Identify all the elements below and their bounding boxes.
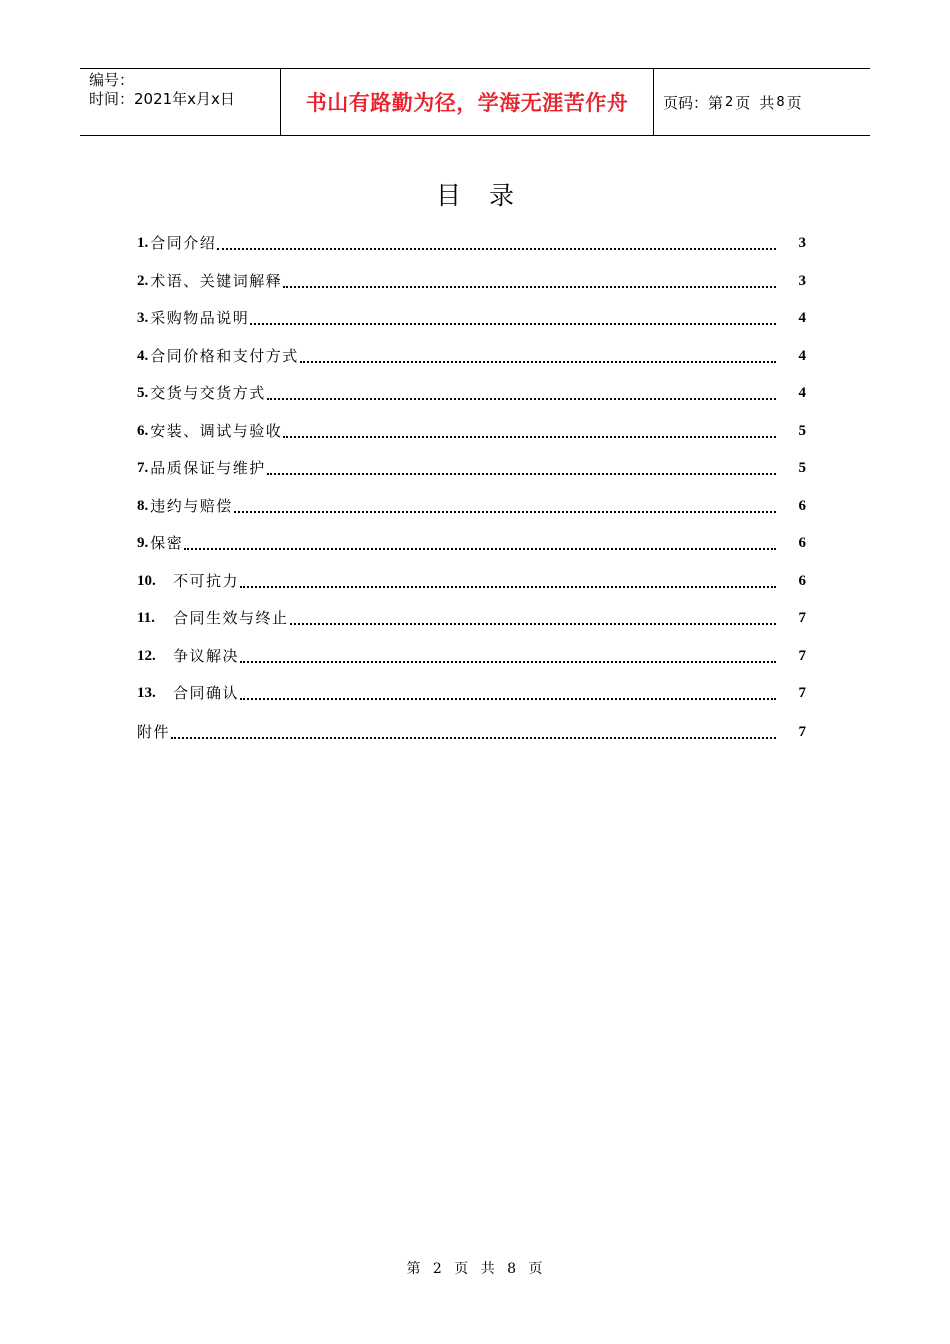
toc-entry-page: 3 xyxy=(798,235,806,251)
header-page-total-prefix: 共 xyxy=(759,93,775,112)
toc-entry[interactable] xyxy=(137,530,806,568)
toc-entry-page: 4 xyxy=(798,385,806,401)
toc-entry-page: 3 xyxy=(798,272,806,289)
toc-entry-number: 8. xyxy=(137,497,149,514)
toc-dot-leader xyxy=(250,305,776,325)
header-slogan: 书山有路勤为径，学海无涯苦作舟 xyxy=(281,69,654,135)
toc-entry-number: 7. xyxy=(137,460,149,476)
toc-dot-leader xyxy=(240,643,776,663)
header-page-current: 2 xyxy=(725,94,734,110)
toc-entry[interactable] xyxy=(137,230,806,268)
toc-entry[interactable] xyxy=(137,643,806,681)
document-number-label: 编号： xyxy=(89,71,135,89)
toc-dot-leader xyxy=(234,493,776,513)
header-page-suffix: 页 xyxy=(786,93,802,112)
document-time: 时间：2021年x月x日 xyxy=(89,90,235,108)
toc-entry-page: 4 xyxy=(798,347,806,364)
footer-current: 2 xyxy=(432,1261,443,1277)
toc-entry[interactable] xyxy=(137,680,806,718)
toc-entry-number: 1. xyxy=(137,235,149,251)
toc-dot-leader xyxy=(217,230,776,250)
toc-entry-number: 12. xyxy=(137,647,156,664)
toc-dot-leader xyxy=(171,719,776,739)
toc-entry-page: 5 xyxy=(798,422,806,439)
toc-entry-page: 6 xyxy=(798,497,806,514)
header-page-total: 8 xyxy=(776,94,785,110)
toc-entry-page: 5 xyxy=(798,460,806,476)
toc-entry-number: 10. xyxy=(137,572,156,589)
toc-entry-label: 采购物品说明 xyxy=(150,309,250,327)
toc-entry[interactable] xyxy=(137,568,806,606)
toc-entry-number: 3. xyxy=(137,310,149,326)
page-header xyxy=(80,68,870,136)
toc-dot-leader xyxy=(267,380,776,400)
toc-dot-leader xyxy=(240,568,776,588)
footer-suffix: 页 xyxy=(528,1261,544,1277)
toc-entry-number: 5. xyxy=(137,385,149,401)
toc-entry[interactable] xyxy=(137,305,806,343)
toc-entry-page: 6 xyxy=(798,572,806,589)
toc-entry-page: 7 xyxy=(798,647,806,664)
toc-entry[interactable] xyxy=(137,493,806,531)
table-of-contents xyxy=(137,230,806,756)
toc-entry-number: 13. xyxy=(137,685,156,701)
toc-title: 目录 xyxy=(435,181,542,210)
toc-entry[interactable] xyxy=(137,605,806,643)
toc-entry-label: 合同价格和支付方式 xyxy=(150,346,299,365)
toc-entry[interactable] xyxy=(137,380,806,418)
toc-entry-label: 品质保证与维护 xyxy=(150,459,266,477)
toc-entry-label: 保密 xyxy=(150,534,184,552)
toc-entry-label: 交货与交货方式 xyxy=(150,384,266,402)
toc-entry-number: 11. xyxy=(137,610,155,626)
toc-dot-leader xyxy=(283,418,776,438)
header-page-mid: 页 xyxy=(735,93,751,112)
toc-dot-leader xyxy=(290,605,776,625)
toc-entry-label: 术语、关键词解释 xyxy=(150,271,283,290)
toc-entry-label: 违约与赔偿 xyxy=(150,496,233,515)
toc-entry[interactable] xyxy=(137,268,806,306)
toc-entry-number: 4. xyxy=(137,347,149,364)
toc-entry-label: 附件 xyxy=(137,722,171,741)
toc-entry-number: 9. xyxy=(137,535,149,551)
footer-prefix: 第 xyxy=(406,1261,422,1277)
toc-entry-label: 合同介绍 xyxy=(150,234,217,252)
header-page-info xyxy=(654,69,870,135)
toc-entry-page: 6 xyxy=(798,535,806,551)
toc-entry[interactable] xyxy=(137,455,806,493)
toc-entry-number: 2. xyxy=(137,272,149,289)
toc-entry-label: 争议解决 xyxy=(173,646,240,665)
footer-total-prefix: 共 xyxy=(480,1261,496,1277)
toc-entry-label: 合同生效与终止 xyxy=(173,609,289,627)
toc-dot-leader xyxy=(184,530,776,550)
toc-entry-label: 安装、调试与验收 xyxy=(150,421,283,440)
footer-mid: 页 xyxy=(454,1261,470,1277)
header-meta xyxy=(80,69,281,135)
header-page-prefix: 页码：第 xyxy=(663,93,724,112)
toc-dot-leader xyxy=(267,455,776,475)
page-footer xyxy=(0,1258,950,1278)
toc-entry-page: 7 xyxy=(798,685,806,701)
toc-entry-page: 4 xyxy=(798,310,806,326)
toc-entry-label: 不可抗力 xyxy=(173,571,240,590)
toc-entry[interactable] xyxy=(137,418,806,456)
toc-entry-number: 6. xyxy=(137,422,149,439)
toc-entry[interactable] xyxy=(137,343,806,381)
toc-entry-page: 7 xyxy=(798,723,806,740)
toc-entry[interactable] xyxy=(137,719,806,757)
toc-entry-label: 合同确认 xyxy=(173,684,240,702)
toc-dot-leader xyxy=(300,343,776,363)
toc-entry-page: 7 xyxy=(798,610,806,626)
toc-dot-leader xyxy=(240,680,776,700)
toc-dot-leader xyxy=(283,268,776,288)
footer-total: 8 xyxy=(507,1261,518,1277)
